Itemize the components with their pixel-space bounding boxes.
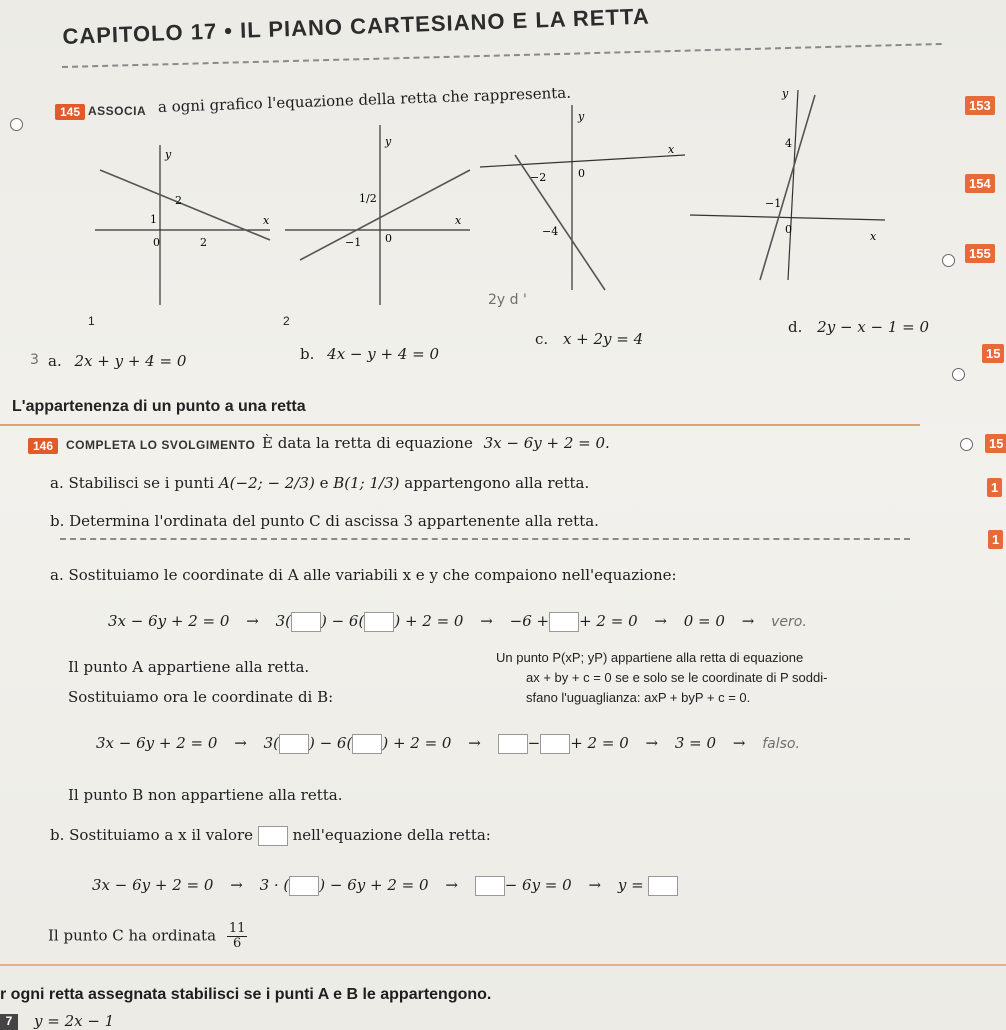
exercise-number-145: 145 [55,104,85,120]
section-title: L'appartenenza di un punto a una retta [12,398,306,415]
result-text: Il punto C ha ordinata [48,926,217,945]
y-label: y [782,87,789,100]
line-plot [760,95,815,280]
option-equation: 2x + y + 4 = 0 [74,352,187,370]
line-equation: 3x − 6y + 2 = 0. [483,434,610,452]
tick-label: −1 [345,236,362,249]
equation-part: + 2 = 0 [570,734,629,752]
equation: 3x − 6y + 2 = 0 [108,612,230,630]
question-letter: a. [50,566,64,584]
question-text: appartengono alla retta. [404,474,590,492]
equation-part: − 6y = 0 [504,876,572,894]
side-check-circle[interactable] [942,254,955,267]
answer-box[interactable] [352,734,382,754]
solution-a-intro [50,566,677,584]
side-number-155: 155 [965,244,995,263]
tick-label: 1 [150,213,157,226]
theory-note [496,648,926,708]
solution-text: Sostituiamo a x il valore [69,826,254,844]
header-divider [62,43,942,68]
question-letter: b. [50,826,65,844]
footer-equation: y = 2x − 1 [34,1012,115,1030]
section-rule [0,424,920,426]
tick-label: 2 [175,194,182,207]
tick-label: 0 [385,232,392,245]
tick-label: 0 [578,167,585,180]
part-b-intro [50,826,491,846]
side-number-154: 154 [965,174,995,193]
answer-box[interactable] [291,612,321,632]
option-c [535,330,643,348]
option-letter: a. [48,352,62,370]
option-equation: 4x − y + 4 = 0 [327,345,440,363]
x-axis [690,215,885,220]
answer-box[interactable] [549,612,579,632]
answer-box[interactable] [279,734,309,754]
option-b [300,345,439,363]
tick-label: −4 [542,225,559,238]
option-letter: b. [300,345,315,363]
equation-row-2: 3x − 6y + 2 = 0 → 3( ) − 6( ) + 2 = 0 → − + 2 = 0 → 3 = 0 → falso. [96,734,800,752]
answer-box[interactable] [540,734,570,754]
verdict: falso. [762,736,800,752]
exercise-check-circle[interactable] [10,118,23,131]
tick-label: 4 [785,137,792,150]
handwritten-mark: 3 [30,352,39,368]
chapter-heading: CAPITOLO 17 • IL PIANO CARTESIANO E LA RETTA [62,3,651,49]
point-b: B(1; 1/3) [333,474,400,492]
equation-row-3: 3x − 6y + 2 = 0 → 3 · ( ) − 6y + 2 = 0 → − 6y = 0 → y = [92,876,678,896]
graph-2-label: 2 [283,314,290,328]
side-number: 1 [987,478,1002,497]
x-label: x [455,214,462,227]
dashed-divider [60,538,910,540]
answer-box[interactable] [648,876,678,896]
note-point: P(xP; yP) [552,650,608,665]
answer-box[interactable] [289,876,319,896]
exercise-keyword: COMPLETA LO SVOLGIMENTO [66,438,256,452]
equation-part: −6 + [509,612,550,630]
note-text: Un punto [496,650,549,665]
graph-2 [285,120,475,310]
substitute-b: Sostituiamo ora le coordinate di B: [68,688,334,706]
question-a [50,474,589,492]
equation: 3x − 6y + 2 = 0 [92,876,214,894]
side-number: 15 [985,434,1006,453]
equation-part: y = [617,876,644,894]
tick-label: 1/2 [359,192,377,205]
fraction-numerator: 11 [228,921,246,936]
conjunction: e [319,474,329,492]
answer-box[interactable] [364,612,394,632]
y-label: y [385,135,392,148]
tick-label: 2 [200,236,207,249]
graph-4 [690,85,890,285]
graph-1-label: 1 [88,314,95,328]
side-number: 15 [982,344,1004,363]
question-text: Determina l'ordinata del punto C di ascissa 3 appartenente alla retta. [69,512,599,530]
exercise-keyword: ASSOCIA [88,104,147,118]
exercise-intro [262,434,610,452]
result-a: Il punto A appartiene alla retta. [68,658,310,676]
tick-label: 0 [785,223,792,236]
answer-box[interactable] [475,876,505,896]
question-b [50,512,599,530]
y-label: y [165,148,172,161]
answer-box[interactable] [498,734,528,754]
y-label: y [578,110,585,123]
equation-part: ) + 2 = 0 [394,612,464,630]
footer-instruction: r ogni retta assegnata stabilisci se i punti A e B le appartengono. [0,986,492,1003]
footer-ex-number: 7 [0,1014,18,1030]
equation-result: 0 = 0 [683,612,725,630]
tick-label: 0 [153,236,160,249]
side-number-153: 153 [965,96,995,115]
side-check-circle[interactable] [952,368,965,381]
option-letter: d. [788,318,803,336]
result-b: Il punto B non appartiene alla retta. [68,786,343,804]
equation-part: − [527,734,541,752]
fraction-denominator: 6 [232,936,242,951]
exercise-number-146: 146 [28,438,58,454]
equation-part: + 2 = 0 [579,612,638,630]
answer-box[interactable] [258,826,288,846]
option-equation: x + 2y = 4 [562,330,644,348]
equation-part: ) − 6y + 2 = 0 [319,876,429,894]
option-letter: c. [535,330,549,348]
side-check-circle[interactable] [960,438,973,451]
tick-label: −1 [765,197,782,210]
note-text: appartiene alla retta di equazione [610,650,804,665]
equation-result: 3 = 0 [674,734,717,752]
equation-part: ) + 2 = 0 [382,734,452,752]
equation-part: ) − 6( [308,734,353,752]
graph-1 [95,140,275,310]
note-text: ax + by + c = 0 se e solo se le coordinate di P soddi- [526,670,828,685]
fraction [227,922,248,951]
y-axis [788,90,798,280]
question-letter: a. [50,474,64,492]
line-plot [300,170,470,260]
result-c [48,922,247,951]
tick-label: −2 [530,171,547,184]
x-axis [480,155,685,167]
equation-part: 3( [263,734,279,752]
equation-row-1: 3x − 6y + 2 = 0 → 3( ) − 6( ) + 2 = 0 → −6 + + 2 = 0 → 0 = 0 → vero. [108,612,807,630]
graph-3 [480,95,690,295]
question-text: Stabilisci se i punti [68,474,215,492]
x-label: x [263,214,270,227]
note-text: sfano l'uguaglianza: axP + byP + c = 0. [526,690,751,705]
side-number: 1 [988,530,1003,549]
intro-text: È data la retta di equazione [262,434,473,452]
option-equation: 2y − x − 1 = 0 [817,318,930,336]
solution-text: Sostituiamo le coordinate di A alle variabili x e y che compaiono nell'equazione: [68,566,677,584]
equation-part: 3 · ( [259,876,290,894]
verdict: vero. [771,614,807,630]
exercise-instruction: a ogni grafico l'equazione della retta che rappresenta. [157,83,572,116]
option-d [788,318,929,336]
line-plot [515,155,605,290]
equation: 3x − 6y + 2 = 0 [96,734,218,752]
x-label: x [870,230,877,243]
question-letter: b. [50,512,65,530]
x-label: x [668,143,675,156]
equation-part: ) − 6( [320,612,365,630]
handwritten-note: 2y d ' [488,292,527,308]
point-a: A(−2; − 2/3) [218,474,315,492]
option-a [48,352,186,370]
solution-text: nell'equazione della retta: [292,826,491,844]
equation-part: 3( [275,612,291,630]
footer-rule [0,964,1006,966]
